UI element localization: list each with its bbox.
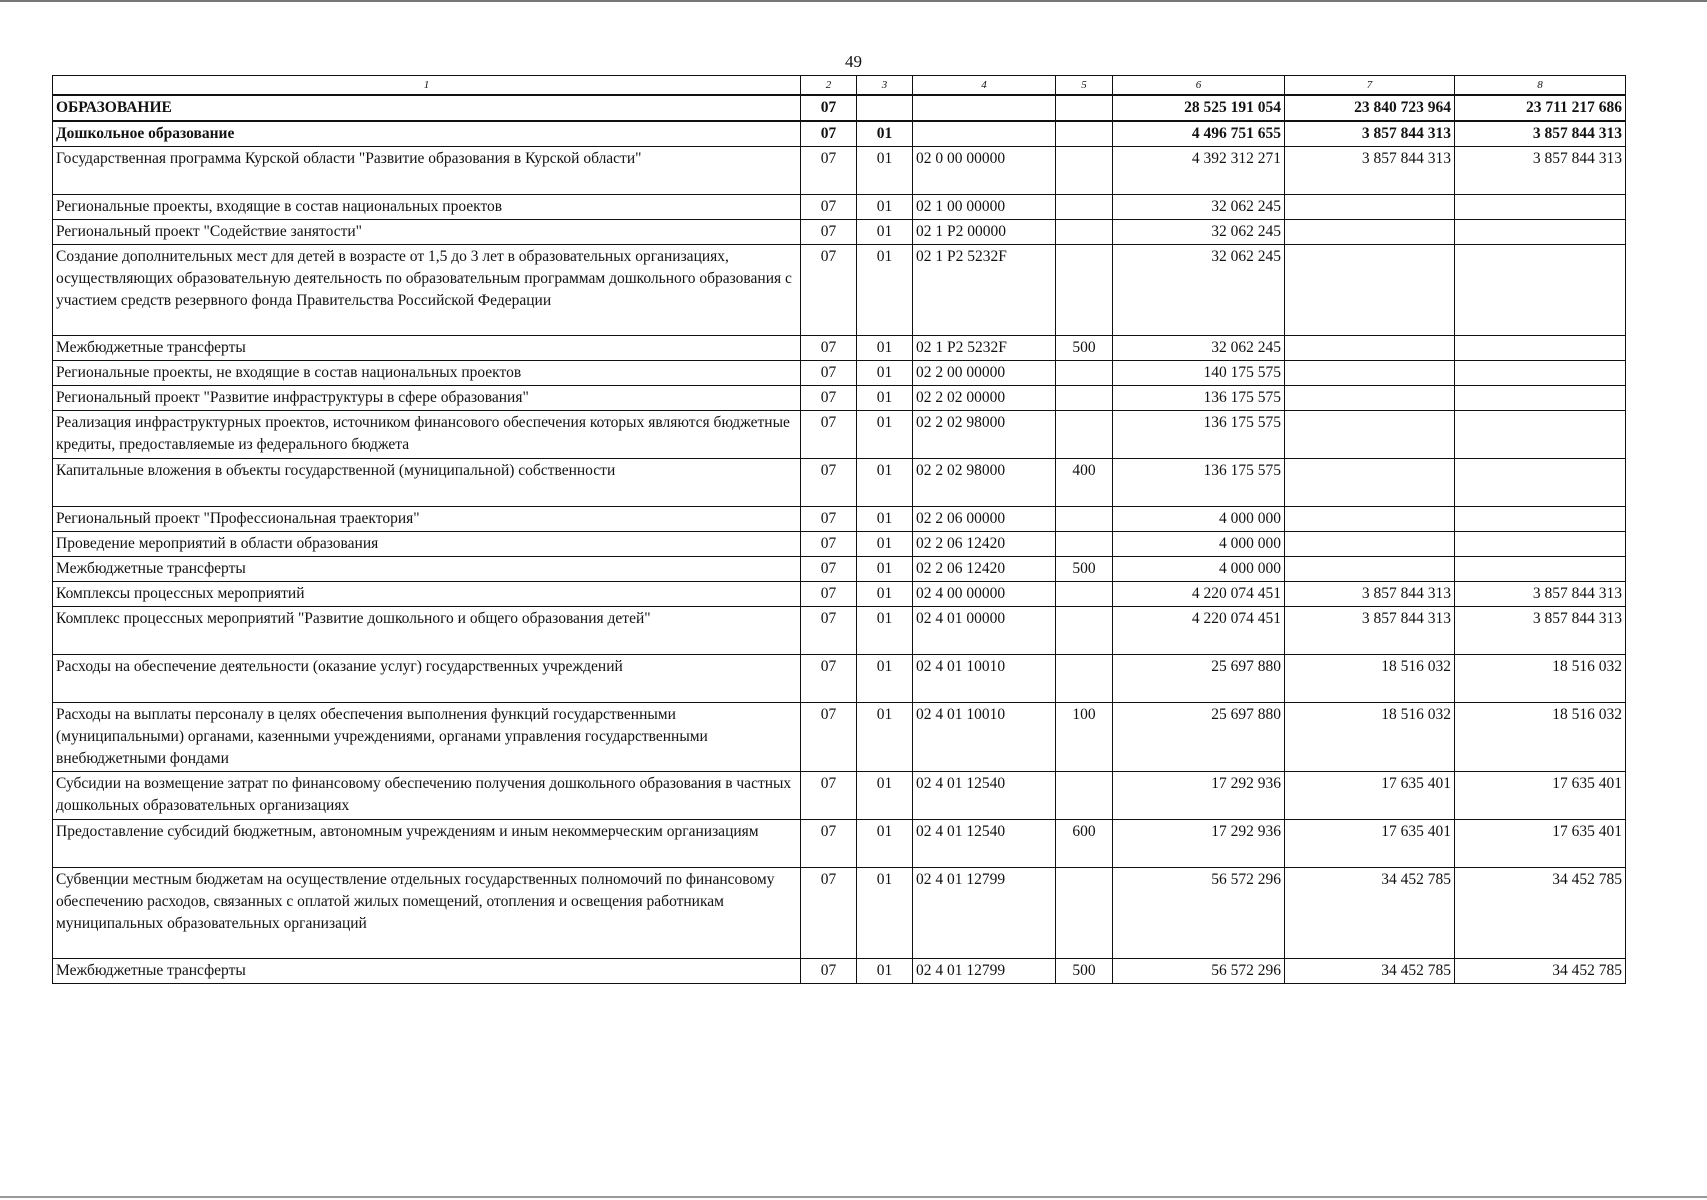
amount-col7-cell: 3 857 844 313 [1285, 582, 1455, 607]
target-article-cell: 02 2 02 98000 [913, 459, 1056, 507]
amount-col6-cell: 4 220 074 451 [1113, 607, 1285, 655]
amount-col7-cell: 18 516 032 [1285, 655, 1455, 703]
amount-col6-cell: 4 000 000 [1113, 532, 1285, 557]
target-article-cell: 02 4 01 00000 [913, 607, 1056, 655]
table-row [53, 703, 1626, 772]
expense-type-cell [1056, 386, 1113, 411]
row-name-cell: Комплексы процессных мероприятий [53, 582, 801, 607]
column-number: 5 [1056, 76, 1113, 96]
amount-col6-cell: 4 392 312 271 [1113, 147, 1285, 195]
table-row [53, 868, 1626, 959]
expense-type-cell: 500 [1056, 557, 1113, 582]
row-name-cell: Дошкольное образование [53, 121, 801, 147]
target-article-cell: 02 2 06 12420 [913, 557, 1056, 582]
amount-col8-cell [1455, 411, 1626, 459]
target-article-cell: 02 4 01 12540 [913, 772, 1056, 820]
subsection-code-cell: 01 [857, 459, 913, 507]
column-number: 8 [1455, 76, 1626, 96]
amount-col8-cell [1455, 336, 1626, 361]
column-number: 1 [53, 76, 801, 96]
target-article-cell [913, 121, 1056, 147]
subsection-code-cell: 01 [857, 245, 913, 336]
table-row [53, 245, 1626, 336]
amount-col6-cell: 4 496 751 655 [1113, 121, 1285, 147]
amount-col7-cell [1285, 361, 1455, 386]
row-name-cell: Капитальные вложения в объекты государственной (муниципальной) собственности [53, 459, 801, 507]
expense-type-cell [1056, 245, 1113, 336]
section-code-cell: 07 [801, 411, 857, 459]
amount-col8-cell [1455, 361, 1626, 386]
amount-col7-cell [1285, 336, 1455, 361]
subsection-code-cell: 01 [857, 121, 913, 147]
amount-col8-cell: 17 635 401 [1455, 772, 1626, 820]
expense-type-cell [1056, 220, 1113, 245]
amount-col6-cell: 56 572 296 [1113, 868, 1285, 959]
table-row [53, 655, 1626, 703]
target-article-cell: 02 0 00 00000 [913, 147, 1056, 195]
section-code-cell: 07 [801, 95, 857, 121]
subsection-code-cell: 01 [857, 868, 913, 959]
target-article-cell: 02 1 P2 00000 [913, 220, 1056, 245]
row-name-cell: ОБРАЗОВАНИЕ [53, 95, 801, 121]
expense-type-cell [1056, 507, 1113, 532]
target-article-cell: 02 2 06 12420 [913, 532, 1056, 557]
table-row [53, 336, 1626, 361]
table-row [53, 361, 1626, 386]
amount-col7-cell [1285, 220, 1455, 245]
subsection-code-cell: 01 [857, 507, 913, 532]
expense-type-cell [1056, 147, 1113, 195]
table-row [53, 607, 1626, 655]
expense-type-cell: 100 [1056, 703, 1113, 772]
amount-col8-cell [1455, 532, 1626, 557]
amount-col6-cell: 136 175 575 [1113, 459, 1285, 507]
amount-col7-cell [1285, 195, 1455, 220]
target-article-cell: 02 2 06 00000 [913, 507, 1056, 532]
amount-col7-cell: 34 452 785 [1285, 959, 1455, 984]
table-row [53, 220, 1626, 245]
subsection-code-cell: 01 [857, 772, 913, 820]
amount-col6-cell: 4 000 000 [1113, 507, 1285, 532]
amount-col6-cell: 32 062 245 [1113, 195, 1285, 220]
target-article-cell: 02 2 02 98000 [913, 411, 1056, 459]
subsection-code-cell: 01 [857, 820, 913, 868]
table-row [53, 459, 1626, 507]
row-name-cell: Региональные проекты, входящие в состав национальных проектов [53, 195, 801, 220]
expense-type-cell [1056, 121, 1113, 147]
target-article-cell: 02 4 01 10010 [913, 655, 1056, 703]
table-row [53, 582, 1626, 607]
section-code-cell: 07 [801, 607, 857, 655]
section-code-cell: 07 [801, 361, 857, 386]
row-name-cell: Реализация инфраструктурных проектов, источником финансового обеспечения которых являются бюджетные кредиты, предоставляемые из федерального бюджета [53, 411, 801, 459]
amount-col7-cell: 18 516 032 [1285, 703, 1455, 772]
amount-col8-cell [1455, 459, 1626, 507]
table-row [53, 772, 1626, 820]
row-name-cell: Региональные проекты, не входящие в состав национальных проектов [53, 361, 801, 386]
amount-col6-cell: 17 292 936 [1113, 820, 1285, 868]
amount-col8-cell: 18 516 032 [1455, 703, 1626, 772]
section-code-cell: 07 [801, 336, 857, 361]
amount-col8-cell [1455, 386, 1626, 411]
expense-type-cell: 400 [1056, 459, 1113, 507]
expense-type-cell [1056, 868, 1113, 959]
subsection-code-cell: 01 [857, 220, 913, 245]
table-row [53, 411, 1626, 459]
section-code-cell: 07 [801, 507, 857, 532]
column-number: 6 [1113, 76, 1285, 96]
amount-col8-cell [1455, 245, 1626, 336]
amount-col8-cell: 3 857 844 313 [1455, 121, 1626, 147]
subsection-code-cell [857, 95, 913, 121]
table-row [53, 532, 1626, 557]
expense-type-cell [1056, 195, 1113, 220]
subsection-code-cell: 01 [857, 582, 913, 607]
target-article-cell: 02 4 01 12540 [913, 820, 1056, 868]
row-name-cell: Субсидии на возмещение затрат по финансовому обеспечению получения дошкольного образования в частных дошкольных образовательных организациях [53, 772, 801, 820]
amount-col7-cell [1285, 411, 1455, 459]
row-name-cell: Создание дополнительных мест для детей в возрасте от 1,5 до 3 лет в образовательных организациях, осуществляющих образовательную деятельность по образовательным программам дошкольного образования с участием средств резервного фонда Правительства Российской Федерации [53, 245, 801, 336]
expense-type-cell: 600 [1056, 820, 1113, 868]
table-row [53, 959, 1626, 984]
amount-col6-cell: 32 062 245 [1113, 336, 1285, 361]
target-article-cell: 02 4 01 12799 [913, 868, 1056, 959]
row-name-cell: Региональный проект "Развитие инфраструктуры в сфере образования" [53, 386, 801, 411]
amount-col6-cell: 4 220 074 451 [1113, 582, 1285, 607]
section-code-cell: 07 [801, 820, 857, 868]
table-row [53, 557, 1626, 582]
expense-type-cell: 500 [1056, 336, 1113, 361]
table-row [53, 386, 1626, 411]
amount-col8-cell [1455, 557, 1626, 582]
expense-type-cell: 500 [1056, 959, 1113, 984]
amount-col7-cell [1285, 386, 1455, 411]
amount-col7-cell [1285, 245, 1455, 336]
expense-type-cell [1056, 361, 1113, 386]
target-article-cell: 02 4 01 10010 [913, 703, 1056, 772]
row-name-cell: Проведение мероприятий в области образования [53, 532, 801, 557]
column-number: 7 [1285, 76, 1455, 96]
subsection-code-cell: 01 [857, 959, 913, 984]
section-code-cell: 07 [801, 557, 857, 582]
target-article-cell: 02 4 01 12799 [913, 959, 1056, 984]
row-name-cell: Государственная программа Курской области "Развитие образования в Курской области" [53, 147, 801, 195]
expense-type-cell [1056, 582, 1113, 607]
amount-col7-cell: 3 857 844 313 [1285, 121, 1455, 147]
section-code-cell: 07 [801, 532, 857, 557]
target-article-cell: 02 4 00 00000 [913, 582, 1056, 607]
amount-col6-cell: 4 000 000 [1113, 557, 1285, 582]
column-number-row [53, 76, 1626, 96]
amount-col7-cell [1285, 507, 1455, 532]
amount-col8-cell [1455, 507, 1626, 532]
row-name-cell: Региональный проект "Профессиональная траектория" [53, 507, 801, 532]
subsection-code-cell: 01 [857, 703, 913, 772]
section-code-cell: 07 [801, 703, 857, 772]
amount-col8-cell: 34 452 785 [1455, 868, 1626, 959]
scan-bottom-edge [0, 1196, 1707, 1198]
section-code-cell: 07 [801, 459, 857, 507]
section-code-cell: 07 [801, 245, 857, 336]
subsection-code-cell: 01 [857, 195, 913, 220]
section-code-cell: 07 [801, 655, 857, 703]
amount-col8-cell: 3 857 844 313 [1455, 147, 1626, 195]
table-body [53, 95, 1626, 984]
row-name-cell: Межбюджетные трансферты [53, 959, 801, 984]
amount-col8-cell: 34 452 785 [1455, 959, 1626, 984]
row-name-cell: Комплекс процессных мероприятий "Развитие дошкольного и общего образования детей" [53, 607, 801, 655]
row-name-cell: Субвенции местным бюджетам на осуществление отдельных государственных полномочий по финансовому обеспечению расходов, связанных с оплатой жилых помещений, отопления и освещения работникам муниципальных образовательных организаций [53, 868, 801, 959]
column-number: 4 [913, 76, 1056, 96]
target-article-cell: 02 2 02 00000 [913, 386, 1056, 411]
amount-col7-cell: 3 857 844 313 [1285, 607, 1455, 655]
target-article-cell [913, 95, 1056, 121]
subsection-code-cell: 01 [857, 607, 913, 655]
column-number: 2 [801, 76, 857, 96]
expense-type-cell [1056, 607, 1113, 655]
section-code-cell: 07 [801, 772, 857, 820]
row-name-cell: Расходы на выплаты персоналу в целях обеспечения выполнения функций государственными (муниципальными) органами, казенными учреждениями, органами управления государственными внебюджетными фондами [53, 703, 801, 772]
amount-col7-cell [1285, 557, 1455, 582]
page-number: 49 [845, 52, 862, 71]
table-row [53, 507, 1626, 532]
section-code-cell: 07 [801, 195, 857, 220]
amount-col8-cell [1455, 220, 1626, 245]
row-name-cell: Предоставление субсидий бюджетным, автономным учреждениям и иным некоммерческим организациям [53, 820, 801, 868]
amount-col6-cell: 25 697 880 [1113, 703, 1285, 772]
amount-col8-cell: 17 635 401 [1455, 820, 1626, 868]
amount-col6-cell: 56 572 296 [1113, 959, 1285, 984]
amount-col6-cell: 136 175 575 [1113, 411, 1285, 459]
subsection-code-cell: 01 [857, 147, 913, 195]
amount-col8-cell: 23 711 217 686 [1455, 95, 1626, 121]
amount-col6-cell: 32 062 245 [1113, 220, 1285, 245]
amount-col7-cell: 23 840 723 964 [1285, 95, 1455, 121]
target-article-cell: 02 2 00 00000 [913, 361, 1056, 386]
section-code-cell: 07 [801, 147, 857, 195]
amount-col7-cell [1285, 532, 1455, 557]
amount-col6-cell: 17 292 936 [1113, 772, 1285, 820]
expense-type-cell [1056, 532, 1113, 557]
amount-col8-cell [1455, 195, 1626, 220]
target-article-cell: 02 1 P2 5232F [913, 245, 1056, 336]
row-name-cell: Межбюджетные трансферты [53, 557, 801, 582]
table-row [53, 95, 1626, 121]
amount-col8-cell: 3 857 844 313 [1455, 582, 1626, 607]
row-name-cell: Региональный проект "Содействие занятости" [53, 220, 801, 245]
expense-type-cell [1056, 411, 1113, 459]
amount-col7-cell: 17 635 401 [1285, 772, 1455, 820]
amount-col6-cell: 140 175 575 [1113, 361, 1285, 386]
section-code-cell: 07 [801, 868, 857, 959]
amount-col7-cell: 17 635 401 [1285, 820, 1455, 868]
subsection-code-cell: 01 [857, 336, 913, 361]
expense-type-cell [1056, 772, 1113, 820]
expense-type-cell [1056, 95, 1113, 121]
subsection-code-cell: 01 [857, 411, 913, 459]
amount-col6-cell: 136 175 575 [1113, 386, 1285, 411]
amount-col6-cell: 32 062 245 [1113, 245, 1285, 336]
expense-type-cell [1056, 655, 1113, 703]
amount-col8-cell: 3 857 844 313 [1455, 607, 1626, 655]
subsection-code-cell: 01 [857, 532, 913, 557]
table-row [53, 195, 1626, 220]
section-code-cell: 07 [801, 220, 857, 245]
row-name-cell: Расходы на обеспечение деятельности (оказание услуг) государственных учреждений [53, 655, 801, 703]
section-code-cell: 07 [801, 582, 857, 607]
subsection-code-cell: 01 [857, 361, 913, 386]
amount-col7-cell: 3 857 844 313 [1285, 147, 1455, 195]
amount-col6-cell: 25 697 880 [1113, 655, 1285, 703]
amount-col6-cell: 28 525 191 054 [1113, 95, 1285, 121]
section-code-cell: 07 [801, 386, 857, 411]
amount-col7-cell [1285, 459, 1455, 507]
target-article-cell: 02 1 00 00000 [913, 195, 1056, 220]
subsection-code-cell: 01 [857, 386, 913, 411]
table-row [53, 147, 1626, 195]
table-row [53, 820, 1626, 868]
table-row [53, 121, 1626, 147]
target-article-cell: 02 1 P2 5232F [913, 336, 1056, 361]
budget-table [52, 75, 1626, 984]
amount-col8-cell: 18 516 032 [1455, 655, 1626, 703]
subsection-code-cell: 01 [857, 655, 913, 703]
row-name-cell: Межбюджетные трансферты [53, 336, 801, 361]
subsection-code-cell: 01 [857, 557, 913, 582]
section-code-cell: 07 [801, 959, 857, 984]
amount-col7-cell: 34 452 785 [1285, 868, 1455, 959]
scan-top-edge [0, 0, 1707, 2]
column-number: 3 [857, 76, 913, 96]
section-code-cell: 07 [801, 121, 857, 147]
